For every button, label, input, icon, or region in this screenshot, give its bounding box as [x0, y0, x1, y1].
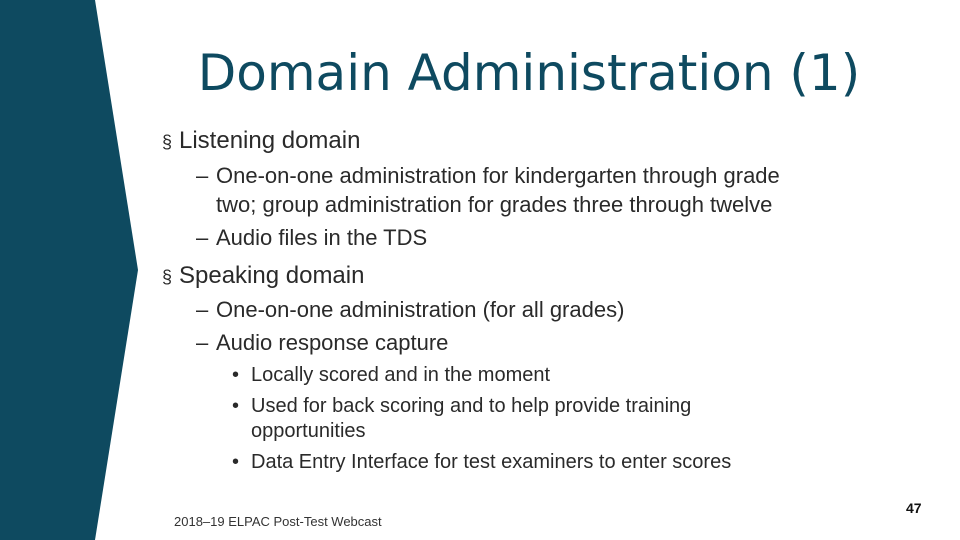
dash-marker: – [196, 330, 209, 355]
bullet-text: Audio response capture [216, 330, 449, 355]
dot-marker: • [232, 364, 240, 386]
detail-bullet-data-entry [232, 451, 731, 474]
detail-bullet-continuation [251, 420, 366, 443]
dot-marker: • [232, 451, 240, 473]
dash-marker: – [196, 297, 209, 322]
section-marker: § [162, 132, 173, 152]
bullet-text: two; group administration for grades three through twelve [216, 192, 773, 217]
sub-bullet-one-on-one-all [196, 297, 624, 323]
section-marker: § [162, 267, 173, 287]
sub-bullet-audio-files [196, 225, 427, 251]
page-number: 47 [906, 500, 922, 516]
bullet-text: Locally scored and in the moment [251, 364, 551, 386]
sub-bullet-audio-response [196, 330, 448, 356]
sub-bullet-continuation [216, 192, 772, 218]
bullet-text: opportunities [251, 420, 366, 442]
detail-bullet-locally-scored [232, 364, 550, 387]
dash-marker: – [196, 163, 209, 188]
footer-text: 2018–19 ELPAC Post-Test Webcast [174, 514, 382, 529]
bullet-text: Used for back scoring and to help provide training [251, 395, 692, 417]
bullet-text: Listening domain [179, 127, 361, 154]
bullet-text: Speaking domain [179, 262, 365, 289]
bullet-text: Audio files in the TDS [216, 225, 428, 250]
bullet-speaking-domain [162, 262, 364, 290]
sub-bullet-one-on-one-kg [196, 163, 780, 189]
detail-bullet-back-scoring [232, 395, 691, 418]
dot-marker: • [232, 395, 240, 417]
bullet-text: Data Entry Interface for test examiners to enter scores [251, 451, 732, 473]
bullet-listening-domain [162, 127, 360, 155]
bullet-text: One-on-one administration (for all grades) [216, 297, 625, 322]
slide-title: Domain Administration (1) [197, 44, 861, 102]
bullet-text: One-on-one administration for kindergarten through grade [216, 163, 780, 188]
dash-marker: – [196, 225, 209, 250]
